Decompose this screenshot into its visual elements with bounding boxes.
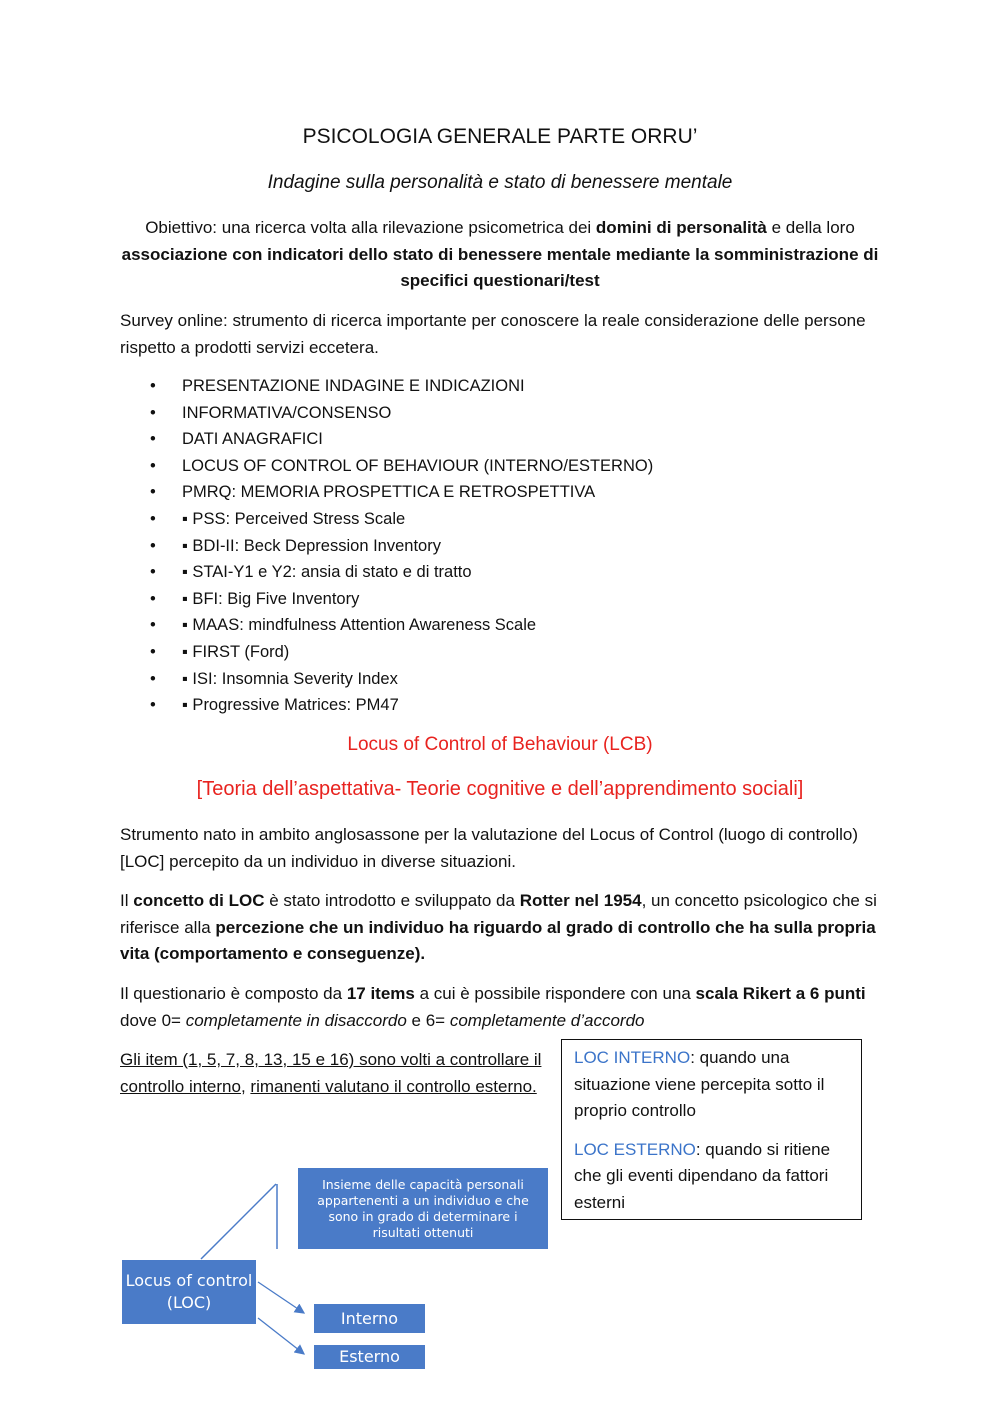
lcb-subheading: [Teoria dell’aspettativa- Teorie cognitive e dell’apprendimento sociali] — [196, 778, 804, 800]
list-item-text: ▪ MAAS: mindfulness Attention Awareness Scale — [182, 616, 537, 635]
bullet-dot-icon: • — [150, 483, 156, 502]
loc-interno-text: : quando una situazione viene percepita sotto il proprio controllo — [574, 1048, 825, 1120]
survey-paragraph: Survey online: strumento di ricerca importante per conoscere la reale considerazione delle persone rispetto a prodotti servizi eccetera. — [120, 311, 866, 357]
p3-text-4: e 6= — [406, 1010, 450, 1030]
list-item-text: LOCUS OF CONTROL OF BEHAVIOUR (INTERNO/ESTERNO) — [182, 456, 654, 475]
list-item-text: PMRQ: MEMORIA PROSPETTICA E RETROSPETTIVA — [182, 483, 596, 502]
lcb-heading: Locus of Control of Behaviour (LCB) — [347, 734, 653, 755]
bullet-dot-icon: • — [150, 669, 156, 688]
diagram-esterno-box: Esterno — [314, 1345, 425, 1369]
p3-text-1: Il questionario è composto da — [120, 984, 347, 1003]
objective-text-1: Obiettivo: una ricerca volta alla rilevazione psicometrica dei — [145, 218, 596, 237]
bullet-dot-icon: • — [150, 456, 156, 475]
list-item-text: ▪ BDI-II: Beck Depression Inventory — [182, 536, 441, 555]
p3-bold-2: scala Rikert a 6 punti — [695, 984, 866, 1003]
list-item-text: ▪ ISI: Insomnia Severity Index — [182, 669, 398, 688]
p3-bold-1: 17 items — [346, 984, 415, 1003]
document-title: PSICOLOGIA GENERALE PARTE ORRU’ — [302, 125, 698, 148]
arrow-to-interno — [258, 1282, 304, 1313]
bullet-dot-icon: • — [150, 430, 156, 449]
diagram-loc-box: Locus of control (LOC) — [122, 1260, 256, 1324]
list-item-text: ▪ STAI-Y1 e Y2: ansia di stato e di tratto — [182, 563, 472, 582]
p2-bold-2: Rotter nel 1954 — [519, 891, 642, 910]
loc-intro-paragraph: Strumento nato in ambito anglosassone per la valutazione del Locus of Control (luogo di controllo) [LOC] percepito da un individuo in diverse situazioni. — [120, 825, 859, 871]
bullet-dot-icon: • — [150, 509, 156, 528]
arrow-to-esterno — [258, 1318, 304, 1354]
p2-bold-3: percezione che un individuo ha riguardo al grado di controllo che ha sulla propria vita (comportamento e conseguenze). — [120, 917, 876, 963]
list-item-text: ▪ BFI: Big Five Inventory — [182, 589, 360, 608]
diagram-definition-box: Insieme delle capacità personali appartenenti a un individuo e che sono in grado di determinare i risultati ottenuti — [298, 1168, 548, 1249]
p3-text-3: dove 0= — [120, 1010, 186, 1030]
items-note-separator: , — [240, 1076, 251, 1096]
connector-to-top-box — [201, 1184, 276, 1259]
items-note-internal: Gli item (1, 5, 7, 8, 13, 15 e 16) sono volti a controllare il controllo interno — [120, 1050, 542, 1096]
objective-text-2: e della loro — [766, 218, 855, 237]
items-note-external: rimanenti valutano il controllo esterno. — [250, 1076, 537, 1096]
bullet-dot-icon: • — [150, 563, 156, 582]
p2-text-3: , un concetto psicologico che si riferisce alla — [120, 891, 877, 937]
p3-text-2: a cui è possibile rispondere con una — [414, 984, 696, 1003]
list-item-text: ▪ PSS: Perceived Stress Scale — [182, 509, 406, 528]
p3-italic-1: completamente in disaccordo — [185, 1010, 407, 1030]
p2-bold-1: concetto di LOC — [133, 891, 265, 910]
bullet-dot-icon: • — [150, 536, 156, 555]
bullet-dot-icon: • — [150, 696, 156, 715]
bullet-dot-icon: • — [150, 589, 156, 608]
bullet-dot-icon: • — [150, 616, 156, 635]
list-item-text: INFORMATIVA/CONSENSO — [182, 403, 392, 422]
loc-esterno-text: : quando si ritiene che gli eventi dipendano da fattori esterni — [574, 1139, 831, 1212]
p2-text-1: Il — [120, 891, 134, 910]
bullet-dot-icon: • — [150, 403, 156, 422]
objective-bold-2: associazione con indicatori dello stato di benessere mentale mediante la somministrazione di specifici questionari/test — [121, 244, 879, 290]
loc-esterno-label: LOC ESTERNO — [574, 1139, 696, 1159]
list-item-text: PRESENTAZIONE INDAGINE E INDICAZIONI — [182, 377, 525, 395]
list-item-text: ▪ FIRST (Ford) — [182, 642, 290, 661]
objective-bold-1: domini di personalità — [595, 218, 767, 237]
document-subtitle: Indagine sulla personalità e stato di benessere mentale — [267, 172, 733, 193]
p2-text-2: è stato introdotto e sviluppato da — [264, 891, 520, 910]
loc-interno-label: LOC INTERNO — [574, 1048, 691, 1067]
diagram-interno-box: Interno — [314, 1304, 425, 1333]
bullet-dot-icon: • — [150, 642, 156, 661]
bullet-dot-icon: • — [150, 377, 156, 395]
list-item-text: DATI ANAGRAFICI — [182, 430, 323, 449]
list-item-text: ▪ Progressive Matrices: PM47 — [182, 696, 399, 715]
p3-italic-2: completamente d’accordo — [449, 1010, 645, 1030]
